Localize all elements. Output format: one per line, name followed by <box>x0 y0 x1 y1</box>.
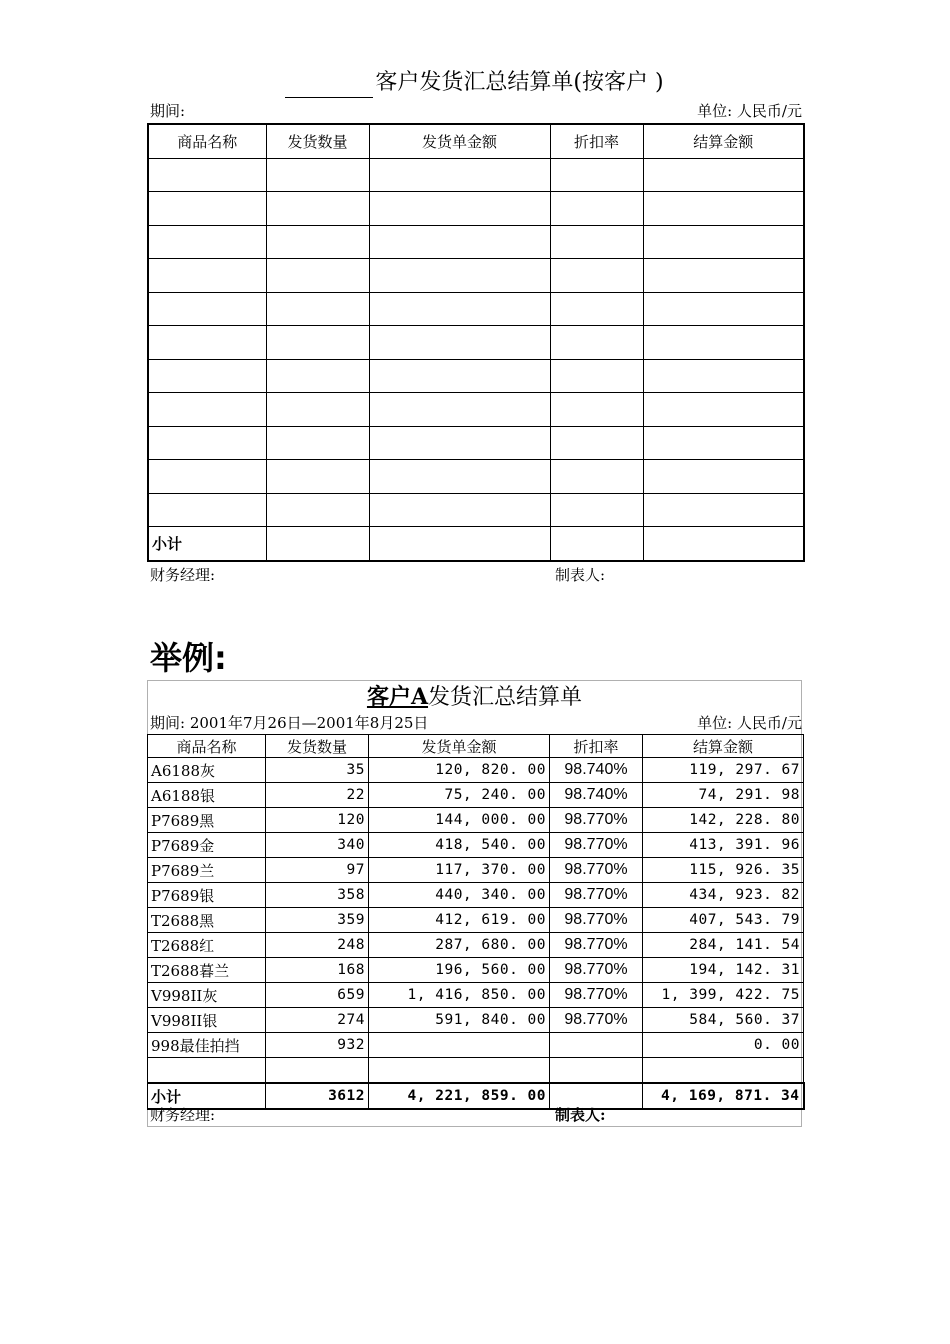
example-finance-manager-label: 财务经理: <box>150 1106 216 1124</box>
cell-name: 998最佳拍挡 <box>148 1033 266 1058</box>
template-title-text: 客户发货汇总结算单(按客户 ) <box>375 70 664 95</box>
cell-settle: 142, 228. 80 <box>643 808 804 833</box>
table-cell <box>550 225 643 259</box>
cell-qty: 22 <box>266 783 369 808</box>
cell-rate: 98.770% <box>550 858 643 883</box>
table-cell <box>266 493 369 527</box>
example-preparer-label: 制表人: <box>555 1106 606 1124</box>
template-header-row <box>148 124 804 158</box>
cell-settle: 119, 297. 67 <box>643 758 804 783</box>
table-cell <box>148 426 266 460</box>
cell-amount: 440, 340. 00 <box>369 883 550 908</box>
cell-settle: 74, 291. 98 <box>643 783 804 808</box>
template-table <box>147 123 805 562</box>
table-cell <box>369 259 550 293</box>
cell-qty: 97 <box>266 858 369 883</box>
table-cell <box>369 158 550 192</box>
table-cell <box>148 259 266 293</box>
subtotal-label: 小计 <box>148 1083 266 1109</box>
table-row <box>148 1058 804 1084</box>
cell-qty <box>266 1058 369 1084</box>
table-cell <box>369 292 550 326</box>
table-cell <box>266 158 369 192</box>
cell-amount: 117, 370. 00 <box>369 858 550 883</box>
cell-qty: 340 <box>266 833 369 858</box>
table-cell <box>369 493 550 527</box>
cell-name: A6188灰 <box>148 758 266 783</box>
table-cell <box>643 460 804 494</box>
template-empty-row <box>148 326 804 360</box>
example-period: 期间: 2001年7月26日—2001年8月25日 <box>150 714 429 732</box>
table-row <box>148 983 804 1008</box>
template-preparer-label: 制表人: <box>555 566 606 584</box>
table-cell <box>643 359 804 393</box>
cell-rate: 98.770% <box>550 908 643 933</box>
template-empty-row <box>148 393 804 427</box>
table-row <box>148 933 804 958</box>
template-unit-label: 单位: 人民币/元 <box>697 102 802 120</box>
table-cell <box>266 225 369 259</box>
table-cell <box>369 225 550 259</box>
table-cell <box>148 292 266 326</box>
table-cell <box>550 326 643 360</box>
cell-rate: 98.770% <box>550 1008 643 1033</box>
cell-qty: 358 <box>266 883 369 908</box>
table-cell <box>148 493 266 527</box>
table-cell <box>266 426 369 460</box>
table-cell <box>550 292 643 326</box>
example-subtotal-row <box>148 1083 804 1109</box>
table-cell <box>369 359 550 393</box>
table-row <box>148 833 804 858</box>
cell-amount: 75, 240. 00 <box>369 783 550 808</box>
example-title-rest: 发货汇总结算单 <box>428 685 583 710</box>
table-cell <box>643 259 804 293</box>
template-period-label: 期间: <box>150 102 186 120</box>
cell-settle: 0. 00 <box>643 1033 804 1058</box>
table-cell <box>148 158 266 192</box>
cell-qty: 248 <box>266 933 369 958</box>
col-header-amount: 发货单金额 <box>369 124 550 158</box>
template-empty-row <box>148 225 804 259</box>
template-empty-row <box>148 259 804 293</box>
cell-name: T2688黑 <box>148 908 266 933</box>
table-cell <box>148 460 266 494</box>
table-cell <box>643 426 804 460</box>
template-empty-row <box>148 359 804 393</box>
subtotal-qty: 3612 <box>266 1083 369 1109</box>
table-cell <box>266 460 369 494</box>
cell-amount: 591, 840. 00 <box>369 1008 550 1033</box>
cell-rate: 98.740% <box>550 783 643 808</box>
cell-rate: 98.740% <box>550 758 643 783</box>
table-cell <box>266 393 369 427</box>
cell-amount: 418, 540. 00 <box>369 833 550 858</box>
table-cell <box>550 259 643 293</box>
table-row <box>148 1008 804 1033</box>
table-cell <box>643 493 804 527</box>
cell-rate <box>550 1033 643 1058</box>
cell-qty: 120 <box>266 808 369 833</box>
example-customer-name: 客户A <box>366 684 429 710</box>
cell-name: V998II灰 <box>148 983 266 1008</box>
table-row <box>148 883 804 908</box>
cell-settle: 434, 923. 82 <box>643 883 804 908</box>
col-header-qty: 发货数量 <box>266 124 369 158</box>
col-header-settlement: 结算金额 <box>643 124 804 158</box>
table-cell <box>643 192 804 226</box>
table-row <box>148 908 804 933</box>
table-cell <box>643 292 804 326</box>
cell-amount: 287, 680. 00 <box>369 933 550 958</box>
table-cell <box>550 158 643 192</box>
cell-rate: 98.770% <box>550 808 643 833</box>
table-cell <box>643 393 804 427</box>
table-cell <box>550 359 643 393</box>
template-empty-row <box>148 158 804 192</box>
cell-qty: 168 <box>266 958 369 983</box>
template-empty-row <box>148 493 804 527</box>
table-cell <box>369 527 550 561</box>
table-row <box>148 758 804 783</box>
table-cell <box>266 192 369 226</box>
cell-amount <box>369 1033 550 1058</box>
table-cell <box>550 393 643 427</box>
example-unit-label: 单位: 人民币/元 <box>697 714 802 732</box>
table-cell <box>369 393 550 427</box>
cell-settle <box>643 1058 804 1084</box>
cell-settle: 194, 142. 31 <box>643 958 804 983</box>
customer-name-blank <box>285 75 373 98</box>
col-header-settlement: 结算金额 <box>643 735 804 758</box>
col-header-product: 商品名称 <box>148 735 266 758</box>
cell-amount <box>369 1058 550 1084</box>
template-empty-row <box>148 192 804 226</box>
cell-name: V998II银 <box>148 1008 266 1033</box>
example-table <box>147 734 805 1110</box>
table-cell <box>148 192 266 226</box>
template-finance-manager-label: 财务经理: <box>150 566 216 584</box>
table-cell <box>369 426 550 460</box>
cell-name: P7689黑 <box>148 808 266 833</box>
cell-settle: 284, 141. 54 <box>643 933 804 958</box>
table-cell <box>550 527 643 561</box>
table-cell <box>266 359 369 393</box>
template-title <box>147 68 802 98</box>
table-cell <box>550 192 643 226</box>
cell-name: P7689金 <box>148 833 266 858</box>
cell-rate <box>550 1058 643 1084</box>
template-subtotal-row <box>148 527 804 561</box>
template-empty-row <box>148 460 804 494</box>
cell-amount: 196, 560. 00 <box>369 958 550 983</box>
subtotal-settle: 4, 169, 871. 34 <box>643 1083 804 1109</box>
table-row <box>148 808 804 833</box>
table-cell <box>369 460 550 494</box>
example-title <box>147 682 802 713</box>
cell-qty: 274 <box>266 1008 369 1033</box>
example-heading: 举例: <box>150 639 227 677</box>
table-row <box>148 1033 804 1058</box>
table-row <box>148 858 804 883</box>
cell-settle: 413, 391. 96 <box>643 833 804 858</box>
cell-qty: 932 <box>266 1033 369 1058</box>
table-row <box>148 783 804 808</box>
table-cell <box>550 493 643 527</box>
cell-rate: 98.770% <box>550 933 643 958</box>
table-cell <box>266 292 369 326</box>
template-empty-row <box>148 426 804 460</box>
cell-amount: 412, 619. 00 <box>369 908 550 933</box>
cell-amount: 144, 000. 00 <box>369 808 550 833</box>
template-empty-row <box>148 292 804 326</box>
col-header-discount: 折扣率 <box>550 735 643 758</box>
example-header-row <box>148 735 804 758</box>
table-cell <box>369 326 550 360</box>
table-cell <box>266 259 369 293</box>
table-cell <box>643 225 804 259</box>
cell-name: A6188银 <box>148 783 266 808</box>
table-cell <box>643 326 804 360</box>
subtotal-label: 小计 <box>148 527 266 561</box>
cell-qty: 359 <box>266 908 369 933</box>
cell-rate: 98.770% <box>550 983 643 1008</box>
table-cell <box>550 426 643 460</box>
cell-name <box>148 1058 266 1084</box>
table-cell <box>148 393 266 427</box>
col-header-amount: 发货单金额 <box>369 735 550 758</box>
col-header-product: 商品名称 <box>148 124 266 158</box>
cell-amount: 120, 820. 00 <box>369 758 550 783</box>
col-header-discount: 折扣率 <box>550 124 643 158</box>
table-cell <box>148 359 266 393</box>
cell-rate: 98.770% <box>550 958 643 983</box>
table-cell <box>550 460 643 494</box>
cell-amount: 1, 416, 850. 00 <box>369 983 550 1008</box>
cell-qty: 35 <box>266 758 369 783</box>
cell-rate: 98.770% <box>550 833 643 858</box>
cell-qty: 659 <box>266 983 369 1008</box>
table-cell <box>148 225 266 259</box>
cell-name: T2688红 <box>148 933 266 958</box>
table-cell <box>643 158 804 192</box>
subtotal-amount: 4, 221, 859. 00 <box>369 1083 550 1109</box>
table-cell <box>369 192 550 226</box>
table-cell <box>643 527 804 561</box>
cell-settle: 1, 399, 422. 75 <box>643 983 804 1008</box>
cell-settle: 407, 543. 79 <box>643 908 804 933</box>
table-cell <box>266 326 369 360</box>
cell-name: T2688暮兰 <box>148 958 266 983</box>
col-header-qty: 发货数量 <box>266 735 369 758</box>
cell-name: P7689银 <box>148 883 266 908</box>
cell-rate: 98.770% <box>550 883 643 908</box>
cell-name: P7689兰 <box>148 858 266 883</box>
table-cell <box>266 527 369 561</box>
cell-settle: 584, 560. 37 <box>643 1008 804 1033</box>
cell-settle: 115, 926. 35 <box>643 858 804 883</box>
table-cell <box>148 326 266 360</box>
table-row <box>148 958 804 983</box>
